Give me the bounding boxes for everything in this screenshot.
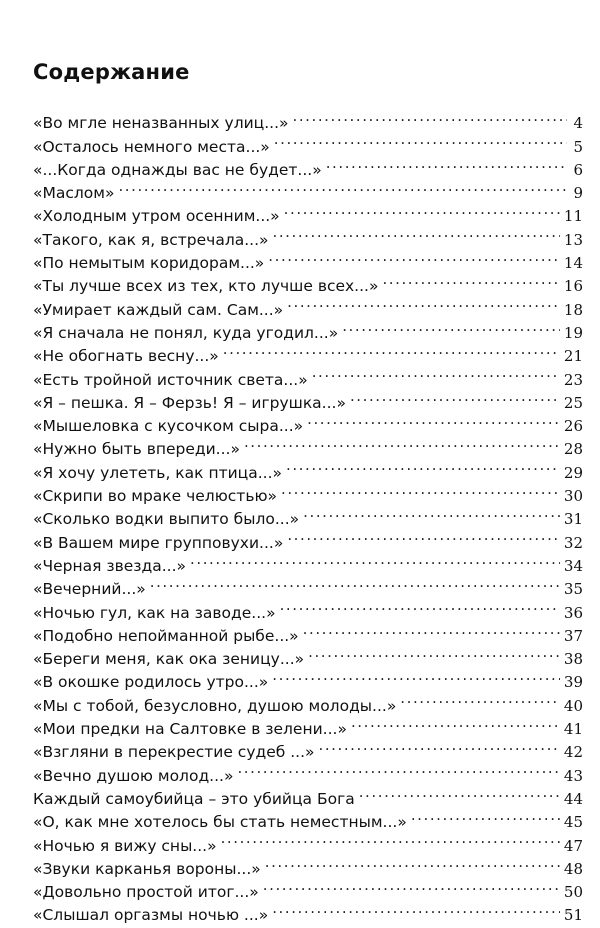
entry-title: «В окошке родилось утро...» [33, 673, 269, 692]
entry-page-number: 21 [563, 347, 583, 366]
dot-leader [319, 734, 560, 757]
dot-leader [221, 827, 560, 850]
dot-leader [308, 641, 560, 664]
entry-page-number: 32 [563, 533, 583, 552]
entry-title: «Подобно непойманной рыбе...» [33, 626, 299, 645]
entry-title: «...Когда однажды вас не будет...» [33, 160, 322, 179]
entry-title: «Не обогнать весну...» [33, 347, 219, 366]
entry-title: «Вечно душою молод...» [33, 766, 234, 785]
entry-title: «Ты лучше всех из тех, кто лучше всех...» [33, 277, 379, 296]
toc-entry [33, 198, 583, 226]
dot-leader [307, 408, 560, 431]
entry-title: «Во мгле неназванных улиц...» [33, 114, 289, 133]
entry-page-number: 36 [563, 603, 583, 622]
entry-title: «Умирает каждый сам. Сам...» [33, 300, 284, 319]
dot-leader [312, 361, 560, 384]
entry-page-number: 29 [563, 463, 583, 482]
entry-title: «Я сначала не понял, куда угодил...» [33, 323, 339, 342]
dot-leader [263, 874, 560, 897]
dot-leader [351, 711, 560, 734]
entry-page-number: 16 [563, 277, 583, 296]
entry-page-number: 11 [563, 207, 583, 226]
entry-title: «Взгляни в перекрестие судеб ...» [33, 743, 315, 762]
dot-leader [293, 105, 568, 128]
entry-title: «Сколько водки выпито было...» [33, 510, 300, 529]
entry-page-number: 26 [563, 417, 583, 436]
dot-leader [326, 152, 567, 175]
entry-page-number: 35 [563, 580, 583, 599]
entry-page-number: 13 [563, 230, 583, 249]
entry-title: «Я хочу улететь, как птица...» [33, 463, 282, 482]
entry-title: «Маслом» [33, 184, 115, 203]
dot-leader [287, 524, 560, 547]
entry-title: «Слышал оргазмы ночью ...» [33, 906, 269, 925]
entry-title: «Береги меня, как ока зеницу...» [33, 650, 305, 669]
entry-title: «Я – пешка. Я – Ферзь! Я – игрушка...» [33, 393, 346, 412]
dot-leader [359, 781, 560, 804]
entry-page-number: 51 [563, 906, 583, 925]
entry-title: «Нужно быть впереди...» [33, 440, 240, 459]
dot-leader [286, 454, 560, 477]
dot-leader [281, 478, 560, 501]
entry-title: «Такого, как я, встречала...» [33, 230, 269, 249]
entry-page-number: 5 [573, 137, 583, 156]
entry-title: «Скрипи во мраке челюстью» [33, 487, 277, 506]
entry-page-number: 43 [563, 766, 583, 785]
entry-page-number: 6 [573, 160, 583, 179]
page-title: Содержание [33, 60, 190, 84]
dot-leader [303, 501, 560, 524]
entry-page-number: 28 [563, 440, 583, 459]
entry-page-number: 40 [563, 696, 583, 715]
entry-title: «Звуки карканья вороны...» [33, 859, 261, 878]
entry-title: «Есть тройной источник света...» [33, 370, 308, 389]
entry-title: «Ночью я вижу сны...» [33, 836, 217, 855]
dot-leader [150, 571, 560, 594]
entry-title: «Осталось немного места...» [33, 137, 270, 156]
entry-page-number: 19 [563, 323, 583, 342]
entry-page-number: 14 [563, 254, 583, 273]
entry-title: «Мышеловка с кусочком сыра...» [33, 417, 304, 436]
dot-leader [223, 338, 560, 361]
entry-page-number: 9 [573, 184, 583, 203]
dot-leader [237, 757, 559, 780]
dot-leader [118, 175, 567, 198]
entry-page-number: 37 [563, 626, 583, 645]
dot-leader [190, 548, 560, 571]
entry-page-number: 4 [573, 114, 583, 133]
dot-leader [411, 804, 560, 827]
dot-leader [303, 618, 560, 641]
dot-leader [268, 245, 560, 268]
entry-title: «Довольно простой итог...» [33, 883, 259, 902]
entry-title: «Мои предки на Салтовке в зелени...» [33, 720, 347, 739]
entry-page-number: 25 [563, 393, 583, 412]
entry-page-number: 38 [563, 650, 583, 669]
entry-page-number: 34 [563, 556, 583, 575]
entry-page-number: 30 [563, 487, 583, 506]
entry-title: Каждый самоубийца – это убийца Бога [33, 789, 355, 808]
toc-entry [33, 105, 583, 133]
entry-page-number: 44 [563, 789, 583, 808]
dot-leader [287, 291, 560, 314]
entry-page-number: 31 [563, 510, 583, 529]
entry-title: «Вечерний...» [33, 580, 146, 599]
dot-leader [273, 221, 560, 244]
dot-leader [342, 315, 560, 338]
dot-leader [382, 268, 559, 291]
dot-leader [400, 687, 560, 710]
entry-page-number: 23 [563, 370, 583, 389]
dot-leader [272, 897, 560, 920]
entry-page-number: 45 [563, 813, 583, 832]
dot-leader [244, 431, 560, 454]
entry-title: «Мы с тобой, безусловно, душою молоды...» [33, 696, 397, 715]
dot-leader [284, 198, 560, 221]
entry-title: «О, как мне хотелось бы стать неместным...» [33, 813, 407, 832]
dot-leader [350, 385, 560, 408]
entry-page-number: 50 [563, 883, 583, 902]
dot-leader [280, 594, 560, 617]
entry-page-number: 48 [563, 859, 583, 878]
table-of-contents [33, 105, 583, 925]
entry-title: «Холодным утром осенним...» [33, 207, 280, 226]
entry-title: «Черная звезда...» [33, 556, 187, 575]
dot-leader [272, 664, 560, 687]
entry-title: «В Вашем мире групповухи...» [33, 533, 284, 552]
entry-title: «По немытым коридорам...» [33, 254, 265, 273]
entry-title: «Ночью гул, как на заводе...» [33, 603, 276, 622]
entry-page-number: 47 [563, 836, 583, 855]
entry-page-number: 42 [563, 743, 583, 762]
dot-leader [274, 128, 567, 151]
dot-leader [265, 851, 560, 874]
entry-page-number: 41 [563, 720, 583, 739]
entry-page-number: 39 [563, 673, 583, 692]
entry-page-number: 18 [563, 300, 583, 319]
